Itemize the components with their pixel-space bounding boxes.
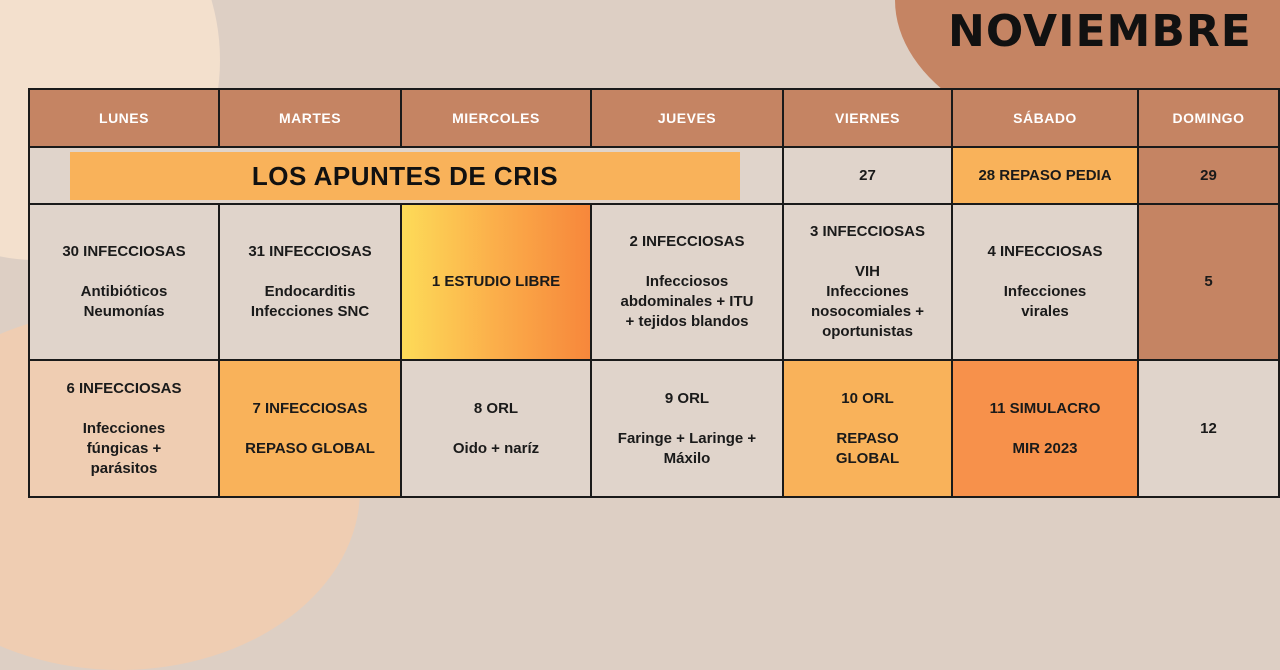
day-topic: fúngicas + bbox=[86, 439, 162, 457]
day-topic: nosocomiales + bbox=[811, 303, 924, 320]
day-cell-5[interactable] bbox=[1139, 205, 1280, 361]
day-cell-4[interactable] bbox=[953, 205, 1139, 361]
header-thursday: JUEVES bbox=[592, 90, 784, 148]
day-cell-8[interactable] bbox=[402, 361, 592, 498]
day-topic: Neumonías bbox=[83, 303, 165, 320]
header-tuesday: MARTES bbox=[220, 90, 402, 148]
day-cell-11[interactable] bbox=[953, 361, 1139, 498]
day-cell-2[interactable] bbox=[592, 205, 784, 361]
day-title: 31 INFECCIOSAS bbox=[248, 243, 372, 260]
day-topic: Infecciones bbox=[1003, 283, 1087, 300]
day-title: 12 bbox=[1200, 419, 1217, 437]
day-topic: + tejidos blandos bbox=[625, 313, 749, 330]
day-cell-29[interactable] bbox=[1139, 148, 1280, 205]
day-cell-6[interactable] bbox=[30, 361, 220, 498]
day-topic: Antibióticos bbox=[80, 283, 168, 300]
day-topic: Infecciones bbox=[826, 283, 909, 300]
day-cell-1[interactable] bbox=[402, 205, 592, 361]
day-topic: Faringe + Laringe + bbox=[617, 429, 757, 447]
day-topic: parásitos bbox=[90, 459, 158, 477]
day-topic: abdominales + ITU bbox=[620, 293, 754, 310]
day-cell-30[interactable] bbox=[30, 205, 220, 361]
day-title: 7 INFECCIOSAS bbox=[252, 399, 368, 417]
day-title: 27 bbox=[859, 166, 876, 184]
day-title: 1 ESTUDIO LIBRE bbox=[431, 273, 561, 290]
day-topic: Endocarditis bbox=[264, 283, 356, 300]
day-title: 6 INFECCIOSAS bbox=[66, 379, 182, 397]
day-topic: VIH bbox=[854, 263, 880, 280]
day-topic: virales bbox=[1021, 303, 1069, 320]
day-topic: oportunistas bbox=[822, 323, 913, 340]
day-cell-7[interactable] bbox=[220, 361, 402, 498]
day-topic: REPASO bbox=[836, 429, 899, 447]
day-title: 8 ORL bbox=[473, 399, 519, 417]
day-title: 9 ORL bbox=[664, 389, 710, 407]
day-topic: GLOBAL bbox=[835, 449, 900, 467]
banner-cell bbox=[30, 148, 784, 205]
header-sunday: DOMINGO bbox=[1139, 90, 1280, 148]
header-wednesday: MIERCOLES bbox=[402, 90, 592, 148]
calendar-grid bbox=[28, 88, 1280, 498]
day-topic: MIR 2023 bbox=[1012, 439, 1078, 457]
day-title: 3 INFECCIOSAS bbox=[809, 223, 926, 240]
day-cell-10[interactable] bbox=[784, 361, 953, 498]
banner-title: LOS APUNTES DE CRIS bbox=[70, 152, 740, 200]
day-topic: Máxilo bbox=[663, 449, 711, 467]
month-title: NOVIEMBRE bbox=[948, 6, 1252, 57]
day-topic: Oido + naríz bbox=[452, 439, 540, 457]
day-cell-31[interactable] bbox=[220, 205, 402, 361]
day-topic: Infecciones SNC bbox=[250, 303, 370, 320]
day-title: 28 REPASO PEDIA bbox=[978, 166, 1112, 184]
day-title: 4 INFECCIOSAS bbox=[987, 243, 1103, 260]
day-title: 5 bbox=[1204, 273, 1213, 290]
day-title: 29 bbox=[1200, 166, 1217, 184]
day-title: 11 SIMULACRO bbox=[989, 399, 1101, 417]
day-topic: Infecciosos bbox=[645, 273, 729, 290]
day-cell-12[interactable] bbox=[1139, 361, 1280, 498]
day-cell-3[interactable] bbox=[784, 205, 953, 361]
day-topic: REPASO GLOBAL bbox=[245, 439, 375, 457]
header-friday: VIERNES bbox=[784, 90, 953, 148]
day-topic: Infecciones bbox=[82, 419, 166, 437]
day-title: 30 INFECCIOSAS bbox=[62, 243, 186, 260]
day-cell-27[interactable] bbox=[784, 148, 953, 205]
day-title: 2 INFECCIOSAS bbox=[629, 233, 745, 250]
day-cell-28[interactable] bbox=[953, 148, 1139, 205]
day-title: 10 ORL bbox=[841, 389, 894, 407]
header-saturday: SÁBADO bbox=[953, 90, 1139, 148]
day-cell-9[interactable] bbox=[592, 361, 784, 498]
header-monday: LUNES bbox=[30, 90, 220, 148]
